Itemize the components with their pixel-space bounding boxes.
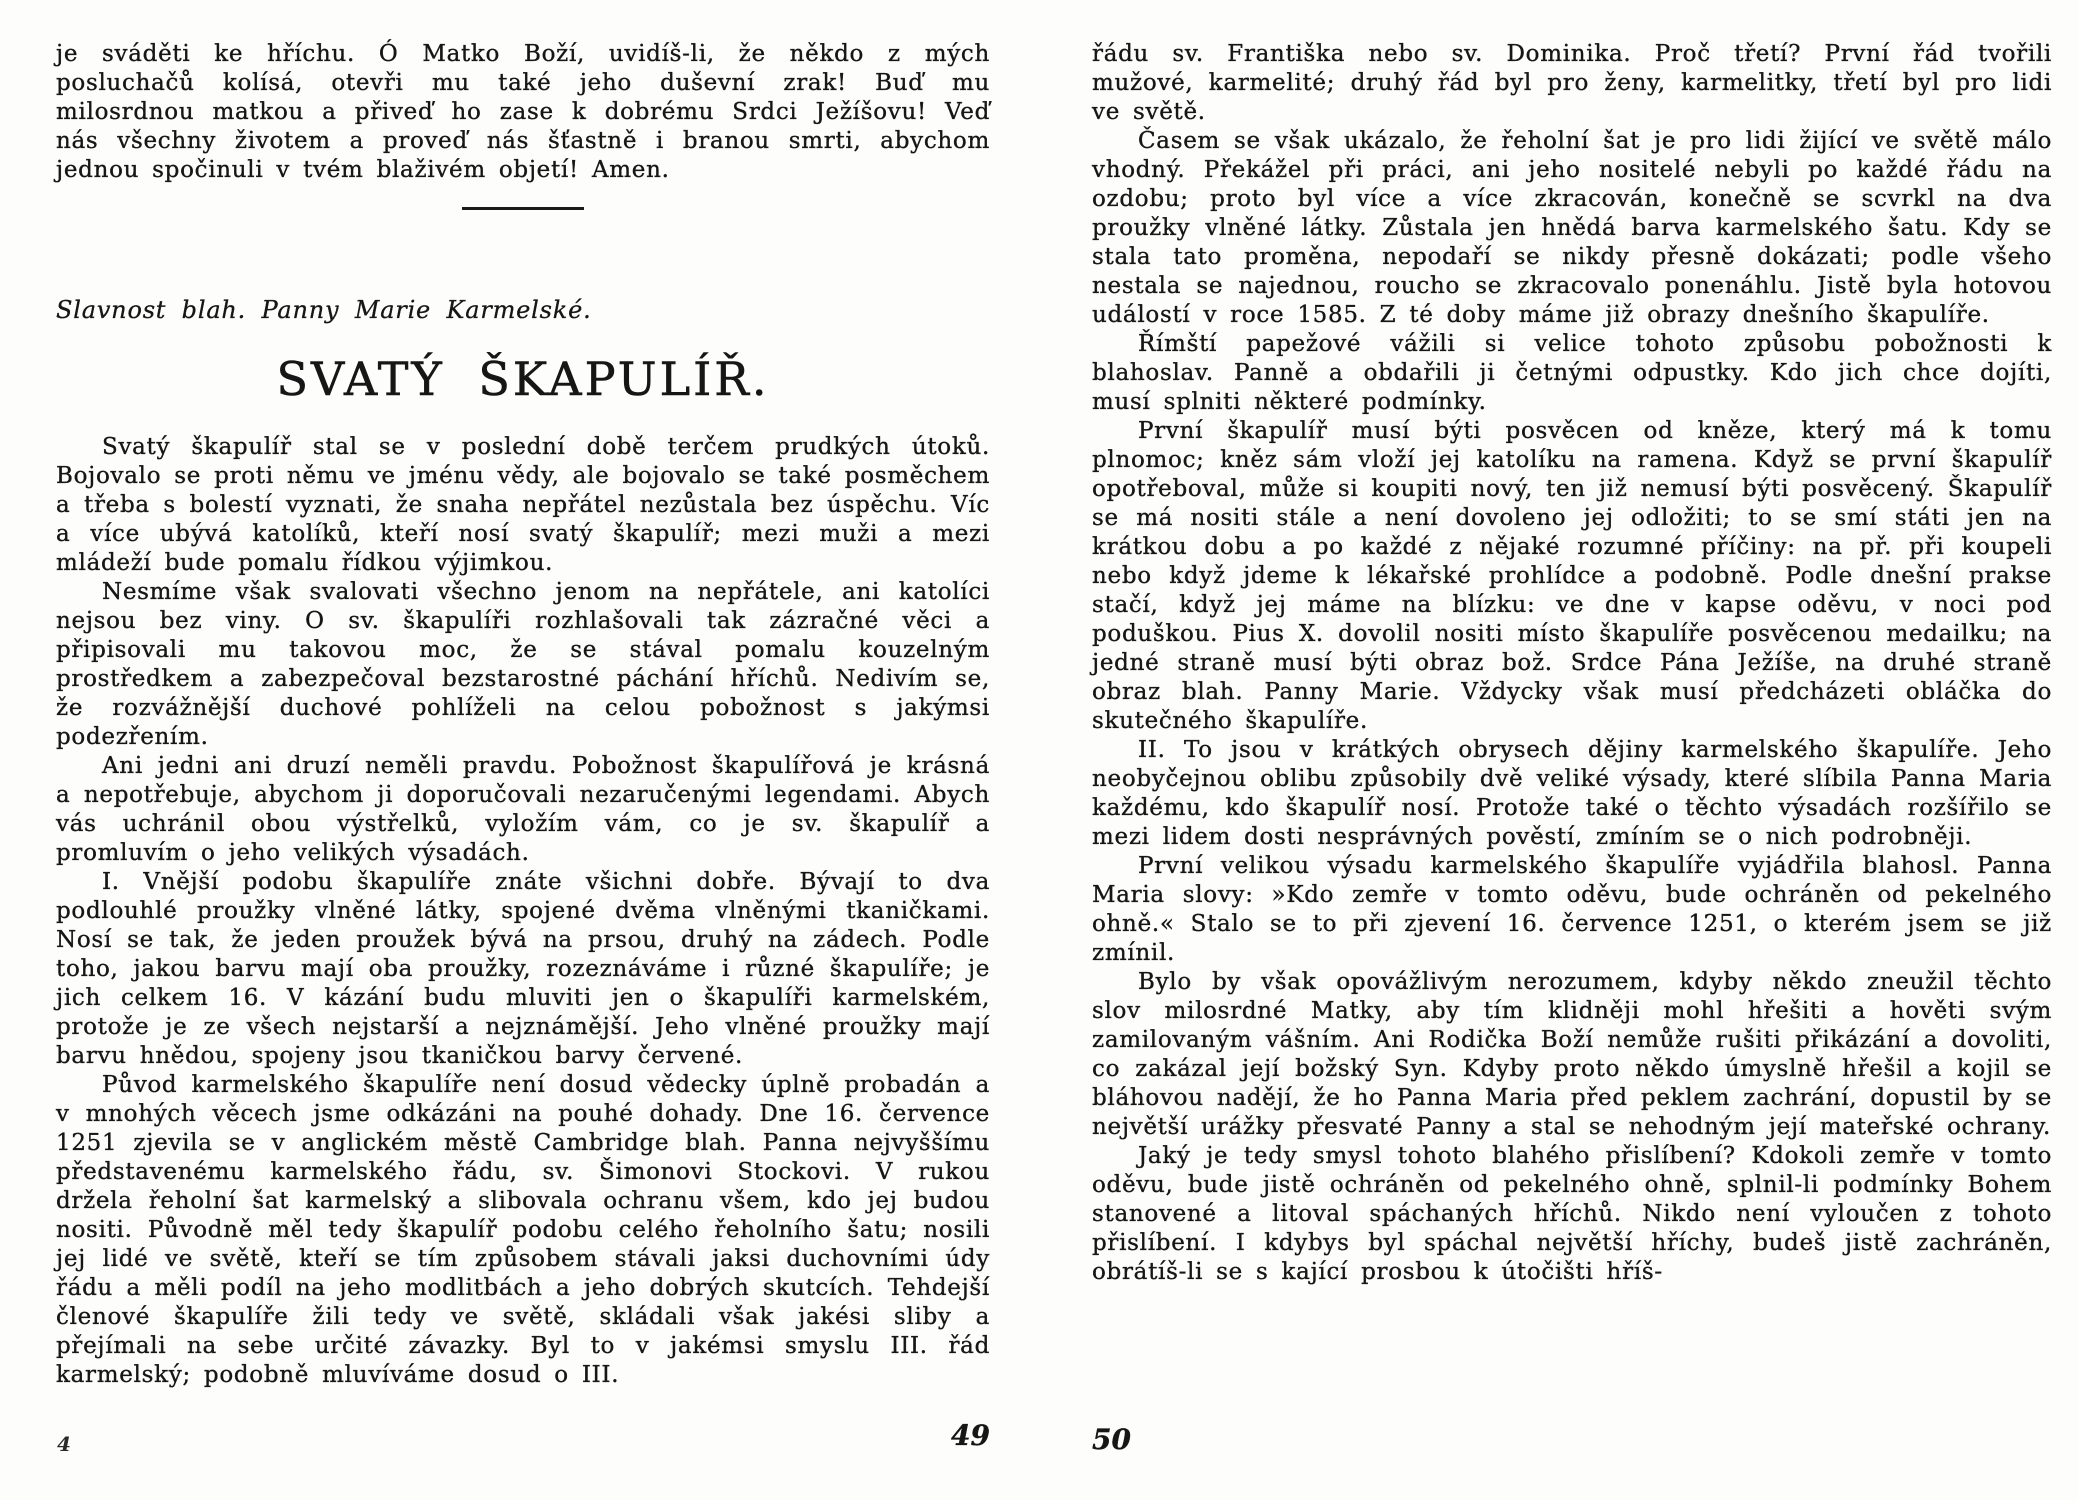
chapter-heading: SVATÝ ŠKAPULÍŘ. (276, 352, 770, 406)
paragraph: Nesmíme však svalovati všechno jenom na nepřátele, ani katolíci nejsou bez viny. O sv. škapulíři rozhlašovali tak zázračné věci a připisovali mu takovou moc, že se stával pomalu kouzelným prostředkem a zabezpečoval bezstarostné páchání hříchů. Nedivím se, že rozvážnější duchové pohlíželi na celou pobožnost s jakýmsi podezřením. (56, 579, 990, 750)
continuation-paragraph: je sváděti ke hříchu. Ó Matko Boží, uvidíš-li, že někdo z mých posluchačů kolísá, otevři mu také jeho duševní zrak! Buď mu milosrdnou matkou a přiveď ho zase k dobrému Srdci Ježíšovu! Veď nás všechny životem a proveď nás šťastně i branou smrti, abychom jednou spočinuli v tvém blaživém objetí! Amen. (56, 41, 990, 183)
page-number-right: 50 (1092, 1423, 1131, 1456)
left-page (56, 40, 990, 1390)
paragraph: Svatý škapulíř stal se v poslední době terčem prudkých útoků. Bojovalo se proti němu ve jménu vědy, ale bojovalo se také posměchem a třeba s bolestí vyznati, že snaha nepřátel nezůstala bez úspěchu. Víc a více ubývá katolíků, kteří nosí svatý škapulíř; mezi muži a mezi mládeží bude pomalu řídkou výjimkou. (56, 434, 990, 576)
continuation-paragraph: řádu sv. Františka nebo sv. Dominika. Proč třetí? První řád tvořili mužové, karmelité; druhý řád byl pro ženy, karmelitky, třetí byl pro lidi ve světě. (1092, 41, 2052, 125)
paragraph: Ani jedni ani druzí neměli pravdu. Pobožnost škapulířová je krásná a nepotřebuje, abychom ji doporučovali nezaručenými legendami. Abych vás uchránil obou výstřelků, vyložím vám, co je sv. škapulíř a promluvím o jeho velikých výsadách. (56, 753, 990, 866)
page-number-left: 49 (951, 1419, 990, 1452)
paragraph: II. To jsou v krátkých obrysech dějiny karmelského škapulíře. Jeho neobyčejnou oblibu způsobily dvě veliké výsady, které slíbila Panna Maria každému, kdo škapulíř nosí. Protože také o těchto výsadách rozšířilo se mezi lidem dosti nesprávných pověstí, zmíním se o nich podrobněji. (1092, 737, 2052, 850)
paragraph: Časem se však ukázalo, že řeholní šat je pro lidi žijící ve světě málo vhodný. Překážel při práci, ani jeho nositelé nebyli po každé řádu na ozdobu; proto byl více a více zkracován, konečně se scvrkl na dva proužky vlněné látky. Zůstala jen hnědá barva karmelského šatu. Kdy se stala tato proměna, nepodaří se nikdy přesně dokázati; podle všeho nestala se najednou, roucho se zkracovalo ponenáhlu. Jistě byla hotovou událostí v roce 1585. Z té doby máme již obrazy dnešního škapulíře. (1092, 128, 2052, 328)
paragraph: Původ karmelského škapulíře není dosud vědecky úplně probadán a v mnohých věcech jsme odkázáni na pouhé dohady. Dne 16. července 1251 zjevila se v anglickém městě Cambridge blah. Panna nejvyššímu představenému karmelského řádu, sv. Šimonovi Stockovi. V rukou držela řeholní šat karmelský a slibovala ochranu všem, kdo jej budou nositi. Původně měl tedy škapulíř podobu celého řeholního šatu; nosili jej lidé ve světě, kteří se tím způsobem stávali jaksi duchovními údy řádu a měli podíl na jeho modlitbách a jeho dobrých skutcích. Tehdejší členové škapulíře žili tedy ve světě, skládali však jakési sliby a přejímali na sebe určité závazky. Byl to v jakémsi smyslu III. řád karmelský; podobně mluvíváme dosud o III. (56, 1072, 990, 1388)
paragraph: První velikou výsadu karmelského škapulíře vyjádřila blahosl. Panna Maria slovy: »Kdo zemře v tomto oděvu, bude ochráněn od pekelného ohně.« Stalo se to při zjevení 16. července 1251, o kterém jsem se již zmínil. (1092, 853, 2052, 966)
paragraph: První škapulíř musí býti posvěcen od kněze, který má k tomu plnomoc; kněz sám vloží jej katolíku na ramena. Když se první škapulíř opotřeboval, může si koupiti nový, ten již nemusí býti posvěcený. Škapulíř se má nositi stále a není dovoleno jej odložiti; to se smí státi jen na krátkou dobu a po každé z nějaké rozumné příčiny: na př. při koupeli nebo když jdeme k lékařské prohlídce a podobně. Podle dnešní prakse stačí, když jej máme na blízku: ve dne v kapse oděvu, v noci pod poduškou. Pius X. dovolil nositi místo škapulíře posvěcenou medailku; na jedné straně musí býti obraz bož. Srdce Pána Ježíše, na druhé straně obraz blah. Panny Marie. Vždycky však musí předcházeti obláčka do skutečného škapulíře. (1092, 418, 2052, 734)
signature-mark: 4 (57, 1432, 71, 1456)
right-page (1092, 40, 2052, 1287)
paragraph: Jaký je tedy smysl tohoto blahého přislíbení? Kdokoli zemře v tomto oděvu, bude jistě ochráněn od pekelného ohně, splnil-li podmínky Bohem stanovené a litoval spáchaných hříchů. Nikdo není vyloučen z tohoto přislíbení. I kdybys byl spáchal největší hříchy, budeš jistě zachráněn, obrátíš-li se s kající prosbou k útočišti hříš- (1092, 1143, 2052, 1285)
paragraph: I. Vnější podobu škapulíře znáte všichni dobře. Bývají to dva podlouhlé proužky vlněné látky, spojené dvěma vlněnými tkaničkami. Nosí se tak, že jeden proužek bývá na prsou, druhý na zádech. Podle toho, jakou barvu mají oba proužky, rozeznáváme i různé škapulíře; je jich celkem 16. V kázání budu mluviti jen o škapulíři karmelském, protože je ze všech nejstarší a nejznámější. Jeho vlněné proužky mají barvu hnědou, spojeny jsou tkaničkou barvy červené. (56, 869, 990, 1069)
paragraph: Bylo by však opovážlivým nerozumem, kdyby někdo zneužil těchto slov milosrdné Matky, aby tím klidněji mohl hřešiti a hověti svým zamilovaným vášním. Ani Rodička Boží nemůže rušiti přikázání a dovoliti, co zakázal její božský Syn. Kdyby proto někdo úmyslně hřešil a kojil se bláhovou nadějí, že ho Panna Maria před peklem zachrání, dopustil by se největší urážky přesvaté Panny a stal se nehodným její mateřské ochrany. (1092, 969, 2052, 1140)
section-divider (462, 207, 584, 210)
paragraph: Římští papežové vážili si velice tohoto způsobu pobožnosti k blahoslav. Panně a obdařili ji četnými odpustky. Kdo jich chce dojíti, musí splniti některé podmínky. (1092, 331, 2052, 415)
section-label: Slavnost blah. Panny Marie Karmelské. (56, 296, 592, 324)
